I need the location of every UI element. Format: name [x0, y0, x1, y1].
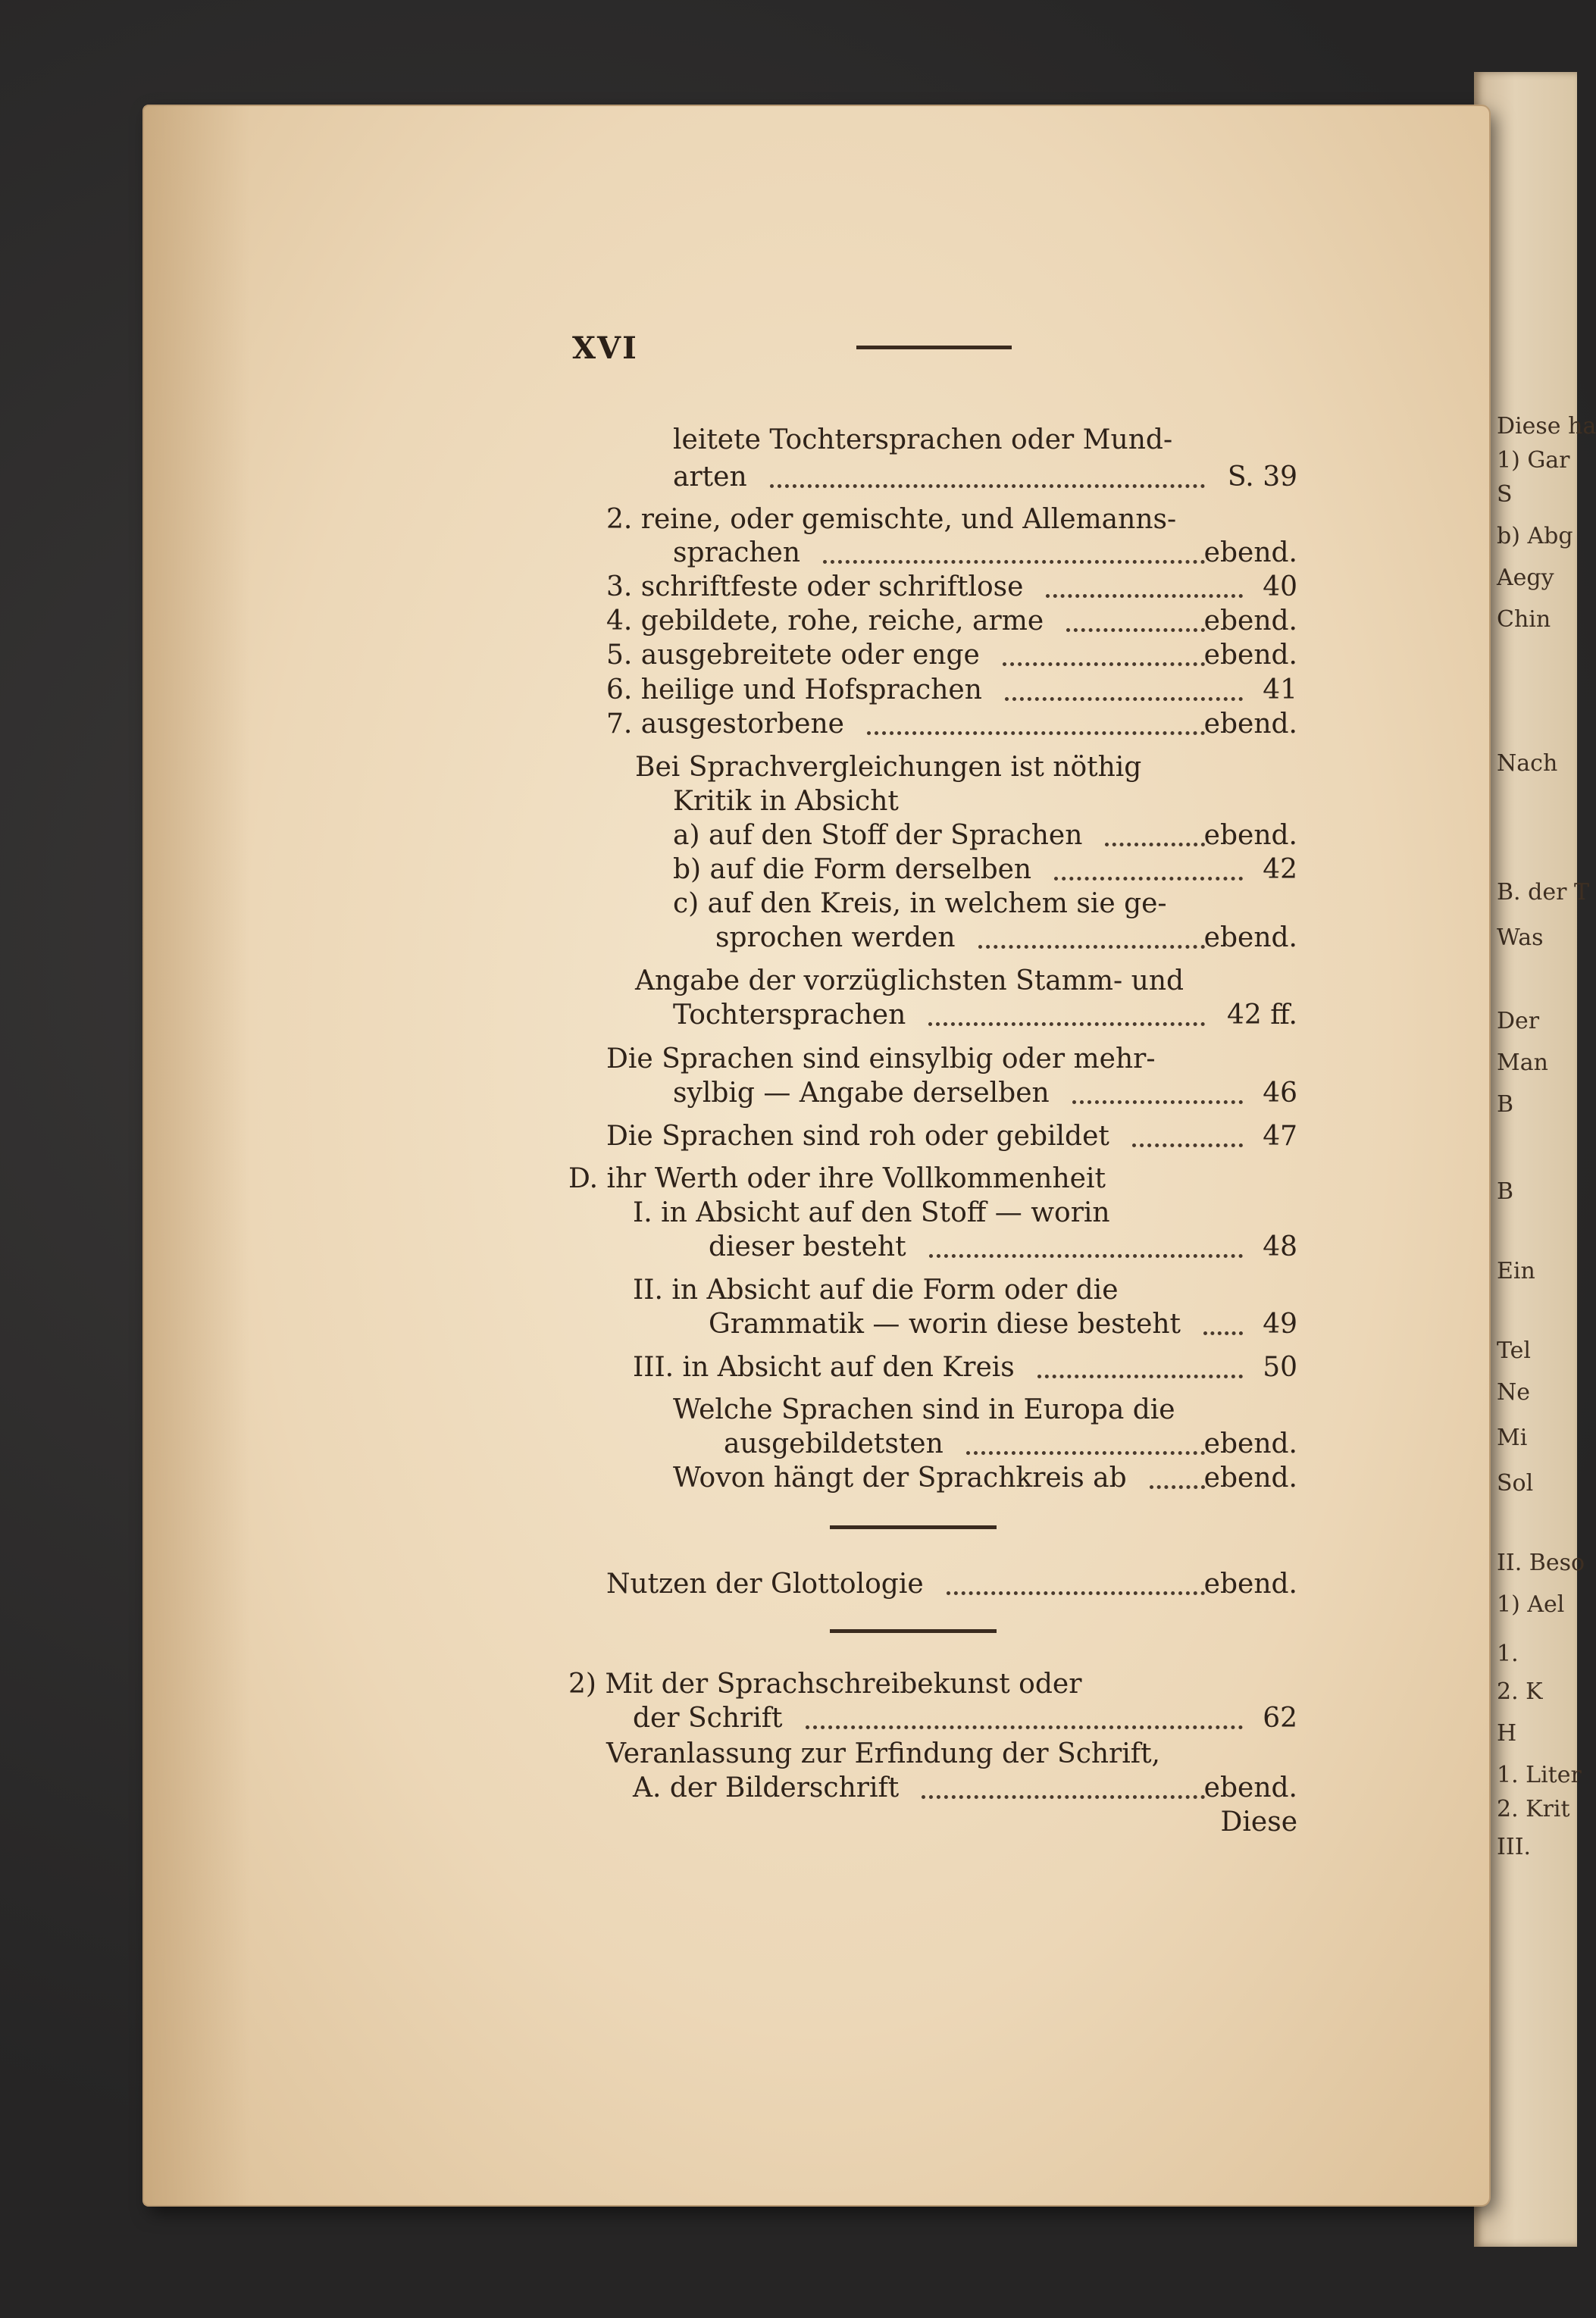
- dot-leader: [1005, 696, 1243, 701]
- adjacent-page-fragment: Tel: [1497, 1337, 1532, 1364]
- toc-entry: [0, 818, 1577, 853]
- dot-leader: [1150, 1484, 1205, 1489]
- dot-leader: [1003, 661, 1205, 666]
- toc-entry: [0, 536, 1577, 571]
- dot-leader: [1203, 1330, 1243, 1335]
- toc-entry-page: 42 ff.: [1227, 999, 1297, 1031]
- book-page: [144, 106, 1489, 2205]
- toc-entry: [0, 673, 1577, 708]
- toc-entry: [0, 784, 1577, 819]
- toc-entry: [0, 852, 1577, 887]
- toc-entry: [0, 423, 1577, 458]
- toc-entry-title: Grammatik — worin diese besteht: [709, 1309, 1181, 1340]
- dot-leader: [770, 483, 1205, 488]
- adjacent-page-fragment: b) Abg: [1497, 523, 1573, 549]
- toc-entry: [0, 1076, 1577, 1111]
- dot-leader: [1072, 1099, 1243, 1104]
- toc-entry: [0, 1196, 1577, 1231]
- dot-leader: [978, 943, 1205, 949]
- toc-entry-page: 49: [1263, 1309, 1297, 1340]
- toc-entry: [0, 638, 1577, 673]
- toc-entry-page: ebend.: [1203, 605, 1297, 637]
- toc-entry-title: Die Sprachen sind roh oder gebildet: [606, 1121, 1109, 1152]
- dot-leader: [1037, 1373, 1243, 1378]
- toc-entry: [0, 998, 1577, 1033]
- toc-entry-title: c) auf den Kreis, in welchem sie ge-: [673, 888, 1167, 919]
- dot-leader: [928, 1021, 1205, 1026]
- toc-entry-page: ebend.: [1203, 1462, 1297, 1494]
- section-separator: [830, 1629, 997, 1633]
- page-number: XVI: [572, 330, 638, 366]
- dot-leader: [929, 1253, 1243, 1258]
- toc-entry: [0, 1393, 1577, 1428]
- toc-entry-page: ebend.: [1203, 1772, 1297, 1803]
- toc-entry-title: Bei Sprachvergleichungen ist nöthig: [635, 752, 1142, 783]
- toc-entry-title: Die Sprachen sind einsylbig oder mehr-: [606, 1043, 1156, 1075]
- toc-entry-page: ebend.: [1203, 640, 1297, 671]
- toc-entry-page: ebend.: [1203, 709, 1297, 740]
- dot-leader: [922, 1794, 1205, 1799]
- adjacent-page-fragment: Nach: [1497, 750, 1558, 777]
- toc-entry-page: ebend.: [1203, 1569, 1297, 1600]
- dot-leader: [1066, 627, 1205, 632]
- toc-entry-title: 7. ausgestorbene: [606, 709, 844, 740]
- dot-leader: [806, 1724, 1243, 1729]
- toc-entry-page: 41: [1263, 674, 1297, 705]
- adjacent-page-fragment: Chin: [1497, 606, 1551, 633]
- toc-entry-page: 62: [1263, 1703, 1297, 1734]
- toc-entry: [0, 921, 1577, 956]
- toc-entry-title: 2. reine, oder gemischte, und Allemanns-: [606, 504, 1177, 535]
- toc-entry-page: 40: [1263, 571, 1297, 602]
- toc-entry-title: Welche Sprachen sind in Europa die: [673, 1394, 1175, 1425]
- toc-entry-page: 48: [1263, 1231, 1297, 1262]
- adjacent-page-fragment: Was: [1497, 924, 1544, 951]
- adjacent-page-fragment: S: [1497, 481, 1513, 508]
- toc-entry-title: ausgebildetsten: [724, 1428, 944, 1459]
- toc-entry-title: Tochtersprachen: [673, 999, 906, 1031]
- header-rule: [856, 346, 1012, 349]
- toc-entry: [0, 1805, 1577, 1840]
- toc-entry: [0, 604, 1577, 639]
- toc-entry-title: leitete Tochtersprachen oder Mund-: [673, 424, 1173, 455]
- toc-entry: [0, 750, 1577, 785]
- adjacent-page-fragment: Ein: [1497, 1258, 1535, 1284]
- toc-entry-page: 46: [1263, 1078, 1297, 1109]
- toc-entry: [0, 1567, 1577, 1602]
- dot-leader: [1054, 875, 1243, 881]
- toc-entry: [0, 1119, 1577, 1154]
- adjacent-page-fragment: Man: [1497, 1050, 1548, 1076]
- adjacent-page-fragment: 1.: [1497, 1641, 1519, 1667]
- dot-leader: [823, 558, 1205, 564]
- adjacent-page-fragment: 1) Gar: [1497, 447, 1570, 474]
- toc-entry: [0, 1162, 1577, 1197]
- toc-entry: [0, 1771, 1577, 1806]
- toc-entry-page: 50: [1263, 1352, 1297, 1383]
- toc-entry: [0, 1701, 1577, 1736]
- adjacent-page-fragment: 1. Liter: [1497, 1762, 1582, 1788]
- toc-entry-title: 4. gebildete, rohe, reiche, arme: [606, 605, 1044, 637]
- toc-entry-title: 5. ausgebreitete oder enge: [606, 640, 980, 671]
- adjacent-page-fragment: H: [1497, 1720, 1517, 1747]
- toc-entry: [0, 887, 1577, 921]
- toc-entry: [0, 1273, 1577, 1308]
- toc-entry-title: a) auf den Stoff der Sprachen: [673, 820, 1083, 851]
- toc-entry-title: III. in Absicht auf den Kreis: [633, 1352, 1015, 1383]
- dot-leader: [947, 1590, 1205, 1595]
- toc-entry-title: Kritik in Absicht: [673, 786, 899, 817]
- toc-entry-page: ebend.: [1203, 922, 1297, 953]
- toc-entry-title: Wovon hängt der Sprachkreis ab: [673, 1462, 1127, 1494]
- adjacent-page-fragment: B: [1497, 1178, 1514, 1205]
- toc-entry-title: Veranlassung zur Erfindung der Schrift,: [606, 1738, 1161, 1769]
- adjacent-page-fragment: 2. K: [1497, 1678, 1543, 1705]
- toc-entry-title: 3. schriftfeste oder schriftlose: [606, 571, 1024, 602]
- adjacent-page-fragment: III.: [1497, 1834, 1532, 1860]
- adjacent-page-fragment: Diese ha: [1497, 413, 1596, 440]
- dot-leader: [1132, 1142, 1243, 1147]
- toc-entry-title: Angabe der vorzüglichsten Stamm- und: [635, 965, 1184, 996]
- toc-entry: [0, 1667, 1577, 1702]
- toc-entry-title: sylbig — Angabe derselben: [673, 1078, 1050, 1109]
- toc-entry-page: 42: [1263, 854, 1297, 885]
- toc-entry-title: D. ihr Werth oder ihre Vollkommenheit: [568, 1163, 1106, 1194]
- toc-entry: [0, 570, 1577, 605]
- toc-entry: [0, 964, 1577, 999]
- toc-entry: [0, 1461, 1577, 1496]
- toc-entry: [0, 1350, 1577, 1385]
- adjacent-page-fragment: Mi: [1497, 1425, 1528, 1451]
- toc-entry-title: b) auf die Form derselben: [673, 854, 1032, 885]
- toc-entry: [0, 1427, 1577, 1462]
- toc-entry-page: ebend.: [1203, 537, 1297, 568]
- adjacent-page-fragment: B: [1497, 1091, 1514, 1118]
- dot-leader: [966, 1450, 1205, 1455]
- toc-entry-title: der Schrift: [633, 1703, 783, 1734]
- toc-entry: [0, 707, 1577, 742]
- adjacent-page-fragment: Aegy: [1497, 565, 1554, 591]
- dot-leader: [867, 730, 1205, 735]
- toc-entry: [0, 1307, 1577, 1342]
- toc-entry-title: dieser besteht: [709, 1231, 906, 1262]
- toc-entry: [0, 460, 1577, 495]
- adjacent-page-fragment: 2. Krit: [1497, 1796, 1570, 1822]
- adjacent-page-edge: [1474, 72, 1596, 2247]
- adjacent-page-fragment: II. Beso: [1497, 1550, 1585, 1576]
- toc-entry: [0, 1230, 1577, 1265]
- adjacent-page-fragment: Ne: [1497, 1379, 1531, 1406]
- adjacent-page-fragment: B. der T: [1497, 879, 1589, 906]
- dot-leader: [1046, 593, 1243, 598]
- adjacent-page-fragment: Der: [1497, 1008, 1540, 1034]
- toc-entry-page: S. 39: [1227, 461, 1297, 493]
- toc-entry-title: I. in Absicht auf den Stoff — worin: [633, 1197, 1110, 1228]
- toc-entry-title: 2) Mit der Sprachschreibekunst oder: [568, 1669, 1082, 1700]
- toc-entry-page: ebend.: [1203, 820, 1297, 851]
- toc-entry: [0, 1042, 1577, 1077]
- toc-entry-title: Nutzen der Glottologie: [606, 1569, 924, 1600]
- dot-leader: [1105, 841, 1205, 846]
- toc-entry-title: 6. heilige und Hofsprachen: [606, 674, 982, 705]
- toc-entry-title: A. der Bilderschrift: [633, 1772, 900, 1803]
- page-fold-shadow: [144, 106, 250, 2205]
- toc-entry: [0, 502, 1577, 537]
- toc-entry-title: sprochen werden: [715, 922, 956, 953]
- toc-entry-page: Diese: [1220, 1807, 1297, 1838]
- toc-entry: [0, 1737, 1577, 1772]
- toc-entry-title: sprachen: [673, 537, 801, 568]
- section-separator: [830, 1525, 997, 1529]
- toc-entry-title: II. in Absicht auf die Form oder die: [633, 1275, 1119, 1306]
- toc-entry-title: arten: [673, 461, 747, 493]
- adjacent-page-fragment: Sol: [1497, 1470, 1534, 1497]
- adjacent-page-fragment: 1) Ael: [1497, 1591, 1565, 1618]
- toc-entry-page: 47: [1263, 1121, 1297, 1152]
- toc-entry-page: ebend.: [1203, 1428, 1297, 1459]
